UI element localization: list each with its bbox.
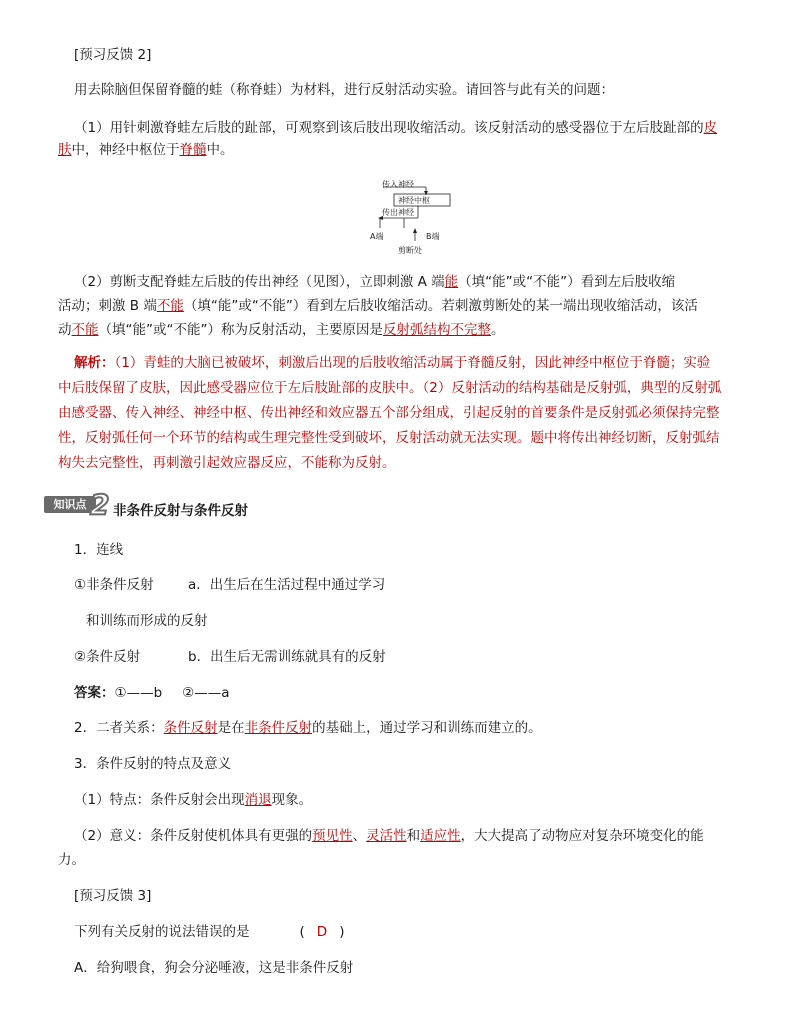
- answer-choice: D: [316, 924, 328, 940]
- feedback3-title: [预习反馈 3]: [74, 888, 152, 904]
- knowledge-point-badge: [44, 488, 110, 521]
- analysis-line-5: 构失去完整性，再刺激引起效应器反应，不能称为反射。: [58, 455, 396, 471]
- answer-cannot-2: 不能: [71, 322, 99, 338]
- answer-skin-part1: 皮: [703, 120, 718, 136]
- item-3-significance: （2）意义：条件反射使机体具有更强的预见性、灵活性和适应性，大大提高了动物应对复杂环境变化的能: [74, 828, 704, 844]
- item-3-significance-cont: 力。: [58, 852, 85, 868]
- question-1-line-1: （1）用针刺激脊蛙左后肢的趾部，可观察到该后肢出现收缩活动。该反射活动的感受器位于左后肢趾部的皮: [74, 120, 718, 136]
- item-3-feature: （1）特点：条件反射会出现消退现象。: [74, 792, 313, 808]
- question-2-line-2: 活动；刺激 B 端不能（填“能”或“不能”）看到左后肢收缩活动。若刺激剪断处的某一端出现收缩活动，该活: [58, 298, 698, 314]
- answer-cannot-1: 不能: [156, 298, 184, 314]
- match-right-a: a．出生后在生活过程中通过学习: [188, 577, 386, 593]
- analysis-line-4: 性，反射弧任何一个环节的结构或生理完整性受到破坏，反射活动就无法实现。题中将传出神经切断，反射弧结: [58, 430, 720, 446]
- label-afferent-nerve: 传入神经: [382, 180, 414, 189]
- feedback2-intro: 用去除脑但保留脊髓的蛙（称脊蛙）为材料，进行反射活动实验。请回答与此有关的问题：: [74, 82, 614, 98]
- answer-unconditioned-reflex: 非条件反射: [244, 720, 313, 736]
- label-end-b: B端: [426, 232, 440, 241]
- answer-skin-part2: 肤: [58, 142, 72, 158]
- section-title: 非条件反射与条件反射: [113, 503, 248, 519]
- match-left-2: ②条件反射: [74, 649, 141, 665]
- reflex-arc-diagram: [368, 175, 472, 259]
- match-left-1: ①非条件反射: [74, 577, 154, 593]
- question-2-line-1: （2）剪断支配脊蛙左后肢的传出神经（见图），立即刺激 A 端能（填“能”或“不能”）看到左后肢收缩: [74, 274, 676, 290]
- answer-conditioned-reflex: 条件反射: [163, 720, 218, 736]
- analysis-line-3: 由感受器、传入神经、神经中枢、传出神经和效应器五个部分组成，引起反射的首要条件是反射弧必须保持完整: [58, 405, 720, 421]
- item-2-relation: 2．二者关系：条件反射是在非条件反射的基础上，通过学习和训练而建立的。: [74, 720, 542, 736]
- badge-number: 2: [90, 488, 110, 521]
- question-1-line-2: 肤中，神经中枢位于脊髓中。: [58, 142, 234, 158]
- match-right-b: b．出生后无需训练就具有的反射: [188, 649, 386, 665]
- answer-adaptability: 适应性: [420, 828, 461, 844]
- question-2-line-3: 动不能（填“能”或“不能”）称为反射活动，主要原因是反射弧结构不完整。: [58, 322, 505, 338]
- option-a: A．给狗喂食，狗会分泌唾液，这是非条件反射: [74, 960, 354, 976]
- label-efferent-nerve: 传出神经: [382, 208, 414, 217]
- answer-extinction: 消退: [244, 792, 272, 808]
- analysis-line-1: 解析：（1）青蛙的大脑已被破坏，刺激后出现的后肢收缩活动属于脊髓反射，因此神经中枢位于脊髓；实验: [74, 355, 711, 371]
- label-end-a: A端: [370, 232, 384, 241]
- match-answer: 答案：①——b ②——a: [74, 685, 230, 701]
- answer-flexibility: 灵活性: [366, 828, 407, 844]
- item-3-heading: 3．条件反射的特点及意义: [74, 756, 232, 772]
- answer-spinal-cord: 脊髓: [179, 142, 207, 158]
- answer-can: 能: [444, 274, 459, 290]
- label-nerve-center: 神经中枢: [398, 196, 430, 205]
- item-1-heading: 1．连线: [74, 542, 124, 558]
- answer-incomplete-arc: 反射弧结构不完整: [382, 322, 491, 338]
- feedback3-question: 下列有关反射的说法错误的是 ( D ): [74, 924, 345, 940]
- feedback2-title: [预习反馈 2]: [74, 47, 152, 63]
- analysis-label: 解析：: [74, 355, 115, 371]
- answer-foresight: 预见性: [312, 828, 353, 844]
- analysis-line-2: 中后肢保留了皮肤，因此感受器应位于左后肢趾部的皮肤中。（2）反射活动的结构基础是反射弧，典型的反射弧: [58, 380, 722, 396]
- label-cut-point: 剪断处: [398, 246, 422, 255]
- match-right-a-cont: 和训练而形成的反射: [86, 613, 208, 629]
- badge-label: 知识点: [44, 496, 96, 513]
